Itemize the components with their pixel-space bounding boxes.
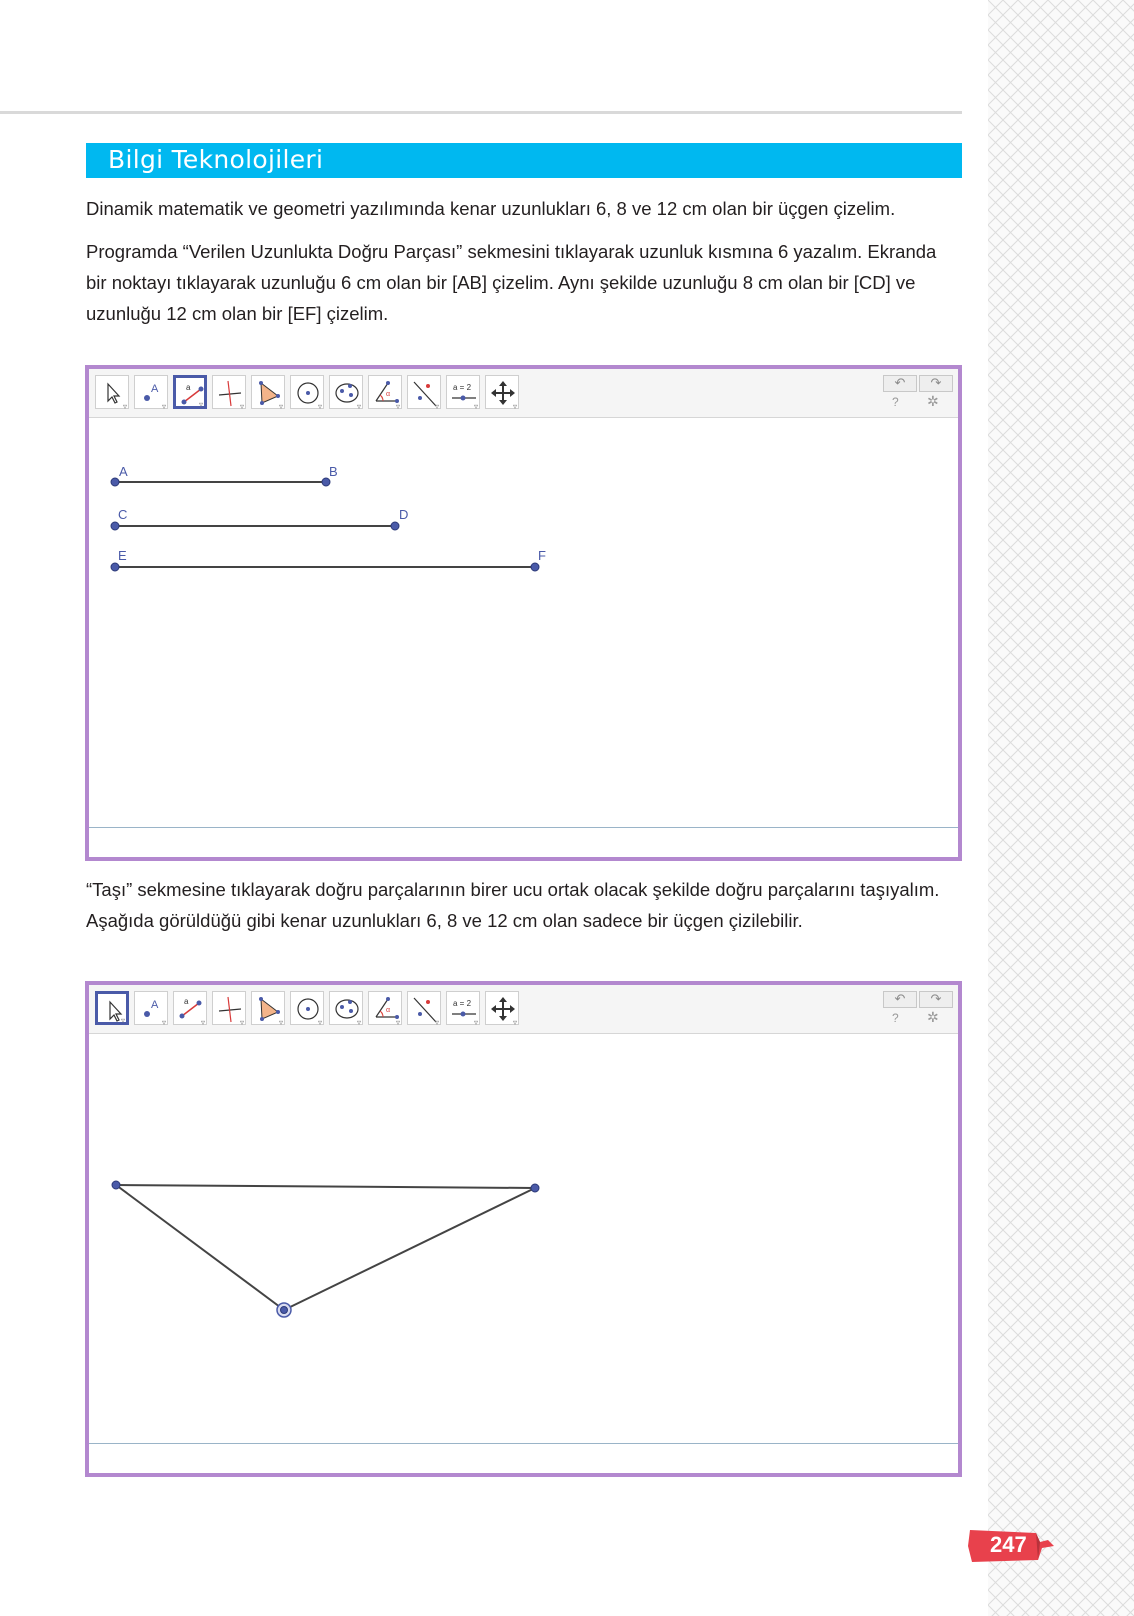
ellipse-tool-icon[interactable]: ▿ — [329, 375, 363, 409]
triangle-vertex-right[interactable] — [531, 1184, 539, 1192]
geometry-window-2 — [85, 981, 962, 1477]
point-tool-icon[interactable]: A ▿ — [134, 991, 168, 1025]
move-tool-icon[interactable]: ▿ — [95, 375, 129, 409]
svg-text:α: α — [386, 1007, 391, 1014]
svg-text:a = 2: a = 2 — [453, 999, 472, 1008]
input-bar-divider — [89, 827, 958, 828]
undo-button[interactable]: ↶ — [883, 375, 917, 392]
section-header — [86, 143, 962, 178]
slider-tool-icon[interactable]: a = 2 ▿ — [446, 375, 480, 409]
label-c: C — [118, 507, 128, 522]
section-title: Bilgi Teknolojileri — [108, 145, 324, 174]
point-d[interactable] — [391, 522, 399, 530]
triangle-side-8cm[interactable] — [284, 1188, 535, 1310]
move-tool-icon[interactable]: ▿ — [95, 991, 129, 1025]
redo-button[interactable]: ↷ — [919, 375, 953, 392]
page-number: 247 — [990, 1532, 1027, 1557]
point-tool-icon[interactable]: A ▿ — [134, 375, 168, 409]
svg-text:a = 2: a = 2 — [453, 383, 472, 392]
reflect-tool-icon[interactable]: ▿ — [407, 375, 441, 409]
settings-gear-icon[interactable]: ✲ — [927, 1009, 939, 1025]
settings-gear-icon[interactable]: ✲ — [927, 393, 939, 409]
svg-text:a: a — [186, 383, 191, 392]
graphics-view[interactable] — [89, 418, 958, 818]
help-icon[interactable]: ? — [892, 1011, 899, 1025]
polygon-tool-icon[interactable]: ▿ — [251, 991, 285, 1025]
triangle-side-12cm[interactable] — [116, 1185, 535, 1188]
point-e[interactable] — [111, 563, 119, 571]
toolbar — [89, 985, 958, 1034]
redo-button[interactable]: ↷ — [919, 991, 953, 1008]
triangle-side-6cm[interactable] — [116, 1185, 284, 1310]
triangle-vertex-left[interactable] — [112, 1181, 120, 1189]
instructions-paragraph: Programda “Verilen Uzunlukta Doğru Parçası” sekmesini tıklayarak uzunluk kısmına 6 yazalım. Ekranda bir noktayı tıklayarak uzunluğu 6 cm olan bir [AB] çizelim. Aynı şekilde uzunluğu 8 cm olan bir [CD] ve uzunluğu 12 cm olan bir [EF] çizelim. — [86, 241, 937, 324]
segment-tool-icon[interactable]: a ▿ — [173, 991, 207, 1025]
point-b[interactable] — [322, 478, 330, 486]
svg-text:a: a — [184, 997, 189, 1006]
circle-tool-icon[interactable]: ▿ — [290, 375, 324, 409]
undo-button[interactable]: ↶ — [883, 991, 917, 1008]
toolbar — [89, 369, 958, 418]
triangle-vertex-bottom[interactable] — [281, 1307, 288, 1314]
reflect-tool-icon[interactable]: ▿ — [407, 991, 441, 1025]
polygon-tool-icon[interactable]: ▿ — [251, 375, 285, 409]
point-f[interactable] — [531, 563, 539, 571]
perpendicular-line-tool-icon[interactable]: ▿ — [212, 375, 246, 409]
segment-tool-icon[interactable]: a ▿ — [173, 375, 207, 409]
svg-text:α: α — [386, 391, 391, 398]
point-a[interactable] — [111, 478, 119, 486]
label-b: B — [329, 464, 338, 479]
geometry-window-1 — [85, 365, 962, 861]
move-graphics-view-tool-icon[interactable]: ▿ — [485, 375, 519, 409]
graphics-view[interactable] — [89, 1034, 958, 1434]
circle-tool-icon[interactable]: ▿ — [290, 991, 324, 1025]
top-divider — [0, 111, 962, 114]
side-lattice-pattern — [988, 0, 1134, 1616]
label-f: F — [538, 548, 546, 563]
perpendicular-line-tool-icon[interactable]: ▿ — [212, 991, 246, 1025]
label-a: A — [119, 464, 128, 479]
angle-tool-icon[interactable]: α ▿ — [368, 991, 402, 1025]
ellipse-tool-icon[interactable]: ▿ — [329, 991, 363, 1025]
label-e: E — [118, 548, 127, 563]
svg-text:A: A — [151, 383, 159, 395]
label-d: D — [399, 507, 409, 522]
svg-text:A: A — [151, 999, 159, 1011]
angle-tool-icon[interactable]: α ▿ — [368, 375, 402, 409]
input-bar-divider — [89, 1443, 958, 1444]
slider-tool-icon[interactable]: a = 2 ▿ — [446, 991, 480, 1025]
move-paragraph: “Taşı” sekmesine tıklayarak doğru parçalarının birer ucu ortak olacak şekilde doğru parçalarını taşıyalım. Aşağıda görüldüğü gibi kenar uzunlukları 6, 8 ve 12 cm olan sadece bir üçgen çizilebilir. — [86, 879, 940, 931]
help-icon[interactable]: ? — [892, 395, 899, 409]
intro-paragraph: Dinamik matematik ve geometri yazılımında kenar uzunlukları 6, 8 ve 12 cm olan bir üçgen çizelim. — [86, 198, 896, 219]
point-c[interactable] — [111, 522, 119, 530]
move-graphics-view-tool-icon[interactable]: ▿ — [485, 991, 519, 1025]
